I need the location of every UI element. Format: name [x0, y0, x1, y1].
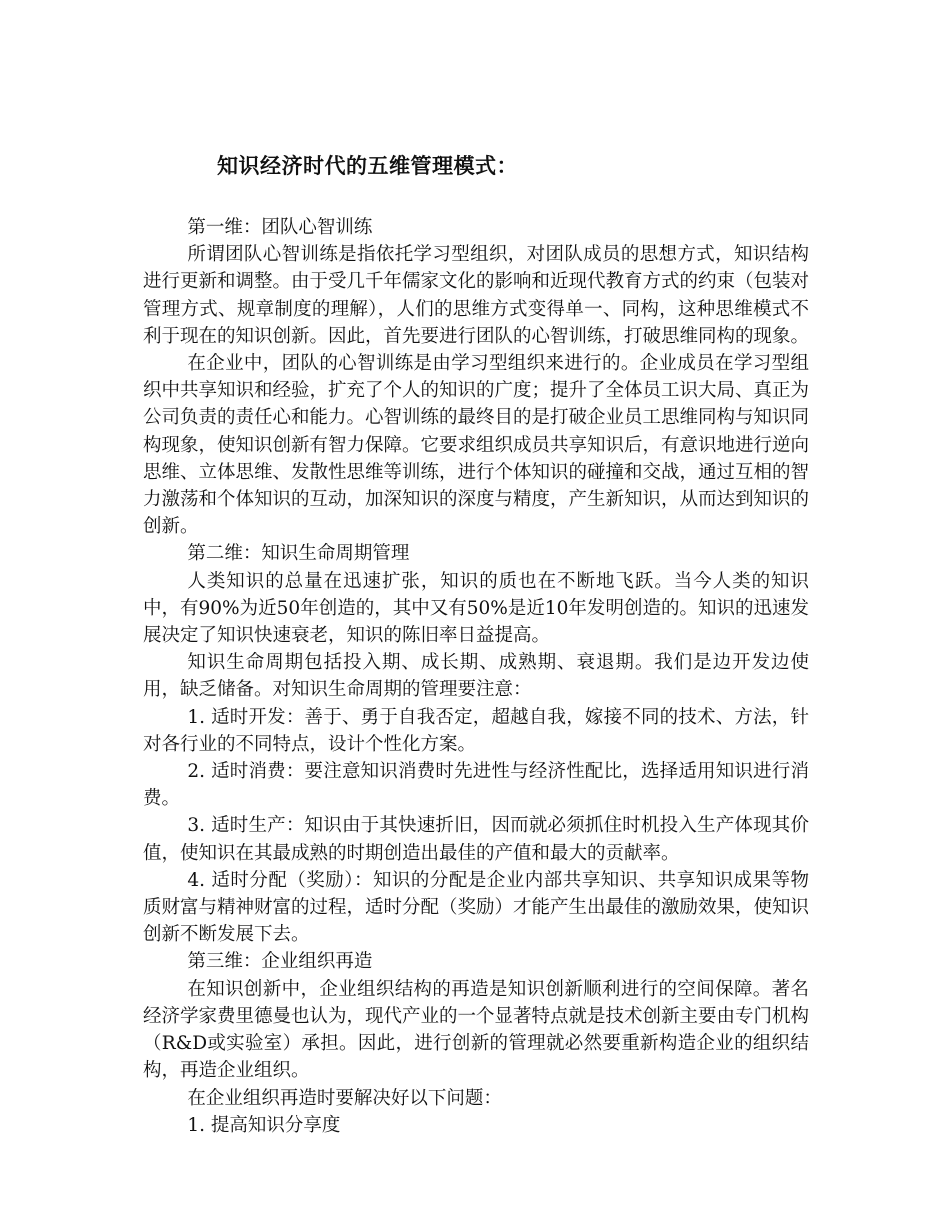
section-heading-3: 第三维：企业组织再造 [187, 951, 373, 973]
document-title: 知识经济时代的五维管理模式： [217, 153, 518, 178]
paragraph: 在企业中，团队的心智训练是由学习型组织来进行的。企业成员在学习型组织中共享知识和经验，扩充了个人的知识的广度；提升了全体员工识大局、真正为公司负责的责任心和能力。心智训练的最终目的是打破企业员工思维同构与知识同构现象，使知识创新有智力保障。它要求组织成员共享知识后，有意识地进行逆向思维、立体思维、发散性思维等训练，进行个体知识的碰撞和交战，通过互相的智力激荡和个体知识的互动，加深知识的深度与精度，产生新知识，从而达到知识的创新。 [143, 353, 810, 538]
paragraph: 所谓团队心智训练是指依托学习型组织，对团队成员的思想方式，知识结构进行更新和调整。由于受几千年儒家文化的影响和近现代教育方式的约束（包装对管理方式、规章制度的理解），人们的思维方式变得单一、同构，这种思维模式不利于现在的知识创新。因此，首先要进行团队的心智训练，打破思维同构的现象。 [143, 244, 810, 347]
list-item: 3. 适时生产：知识由于其快速折旧，因而就必须抓住时机投入生产体现其价值，使知识在其最成熟的时期创造出最佳的产值和最大的贡献率。 [143, 815, 809, 864]
paragraph: 在企业组织再造时要解决好以下问题： [187, 1087, 502, 1109]
section-heading-1: 第一维：团队心智训练 [187, 217, 373, 238]
document-body [143, 214, 809, 1139]
list-item: 4. 适时分配（奖励）：知识的分配是企业内部共享知识、共享知识成果等物质财富与精神财富的过程，适时分配（奖励）才能产生出最佳的激励效果，使知识创新不断发展下去。 [143, 869, 810, 946]
list-item: 1. 提高知识分享度 [187, 1114, 341, 1136]
paragraph: 知识生命周期包括投入期、成长期、成熟期、衰退期。我们是边开发边使用，缺乏储备。对知识生命周期的管理要注意： [143, 652, 809, 701]
list-item: 1. 适时开发：善于、勇于自我否定，超越自我，嫁接不同的技术、方法，针对各行业的不同特点，设计个性化方案。 [143, 706, 809, 755]
paragraph: 人类知识的总量在迅速扩张，知识的质也在不断地飞跃。当今人类的知识中，有90%为近50年创造的，其中又有50%是近10年发明创造的。知识的迅速发展决定了知识快速衰老，知识的陈旧率日益提高。 [143, 570, 809, 647]
paragraph: 在知识创新中，企业组织结构的再造是知识创新顺利进行的空间保障。著名经济学家费里德曼也认为，现代产业的一个显著特点就是技术创新主要由专门机构（R&D或实验室）承担。因此，进行创新的管理就必然要重新构造企业的组织结构，再造企业组织。 [143, 978, 810, 1082]
list-item: 2. 适时消费：要注意知识消费时先进性与经济性配比，选择适用知识进行消费。 [143, 761, 809, 810]
section-heading-2: 第二维：知识生命周期管理 [187, 543, 410, 565]
